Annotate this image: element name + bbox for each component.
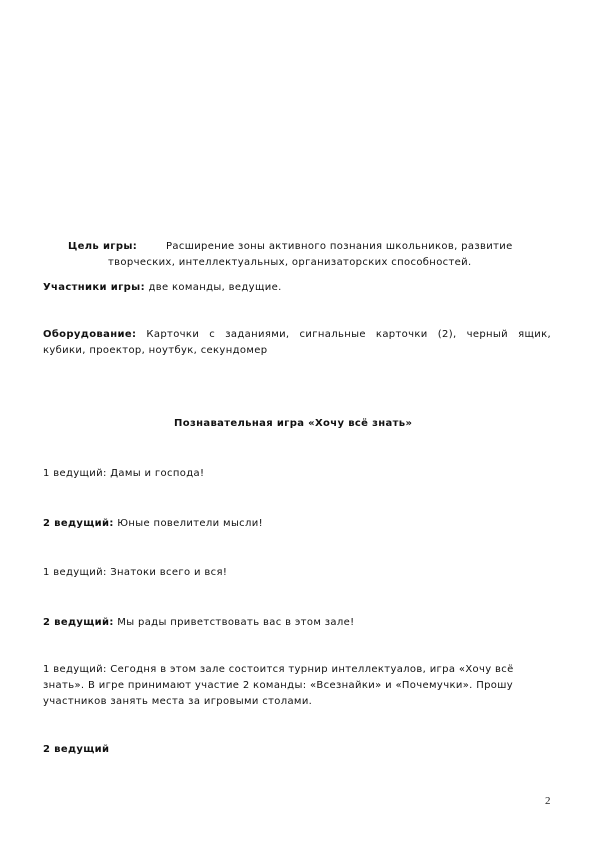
participants-text: две команды, ведущие. xyxy=(144,282,282,293)
speaker-label: 2 ведущий: xyxy=(43,518,114,529)
next-speaker-label: 2 ведущий xyxy=(43,744,110,755)
long-speech-line3: участников занять места за игровыми столами. xyxy=(43,696,313,707)
speaker-label: 1 ведущий: xyxy=(43,664,107,675)
long-speech-line2: знать». В игре принимают участие 2 команды: «Всезнайки» и «Почемучки». Прошу xyxy=(43,680,514,691)
speaker-label: 1 ведущий: xyxy=(43,468,107,479)
goal-text-line2: творческих, интеллектуальных, организаторских способностей. xyxy=(108,257,472,268)
equipment-text-line2: кубики, проектор, ноутбук, секундомер xyxy=(43,345,268,356)
speech-text: Сегодня в этом зале состоится турнир интеллектуалов, игра «Хочу всё xyxy=(106,664,514,675)
participants-label: Участники игры: xyxy=(43,282,145,293)
speech-text: Знатоки всего и вся! xyxy=(106,567,228,578)
equipment-text-line1: Карточки с заданиями, сигнальные карточки (2), черный ящик, xyxy=(136,329,551,340)
speaker-label: 2 ведущий: xyxy=(43,617,114,628)
speech-text: Мы рады приветствовать вас в этом зале! xyxy=(113,617,355,628)
page-number: 2 xyxy=(545,795,551,807)
equipment-line1 xyxy=(43,329,551,341)
script-line-1 xyxy=(43,468,204,480)
goal-label: Цель игры: xyxy=(68,241,138,252)
script-line-3 xyxy=(43,567,227,579)
speaker-label: 1 ведущий: xyxy=(43,567,107,578)
script-line-2 xyxy=(43,518,263,530)
equipment-label: Оборудование: xyxy=(43,329,137,340)
script-line-4 xyxy=(43,617,355,629)
game-title: Познавательная игра «Хочу всё знать» xyxy=(174,418,413,429)
speech-text: Юные повелители мысли! xyxy=(113,518,263,529)
goal-text-line1: Расширение зоны активного познания школьников, развитие xyxy=(166,241,513,252)
long-speech-line1 xyxy=(43,664,514,676)
participants-paragraph xyxy=(43,282,282,294)
speech-text: Дамы и господа! xyxy=(106,468,205,479)
